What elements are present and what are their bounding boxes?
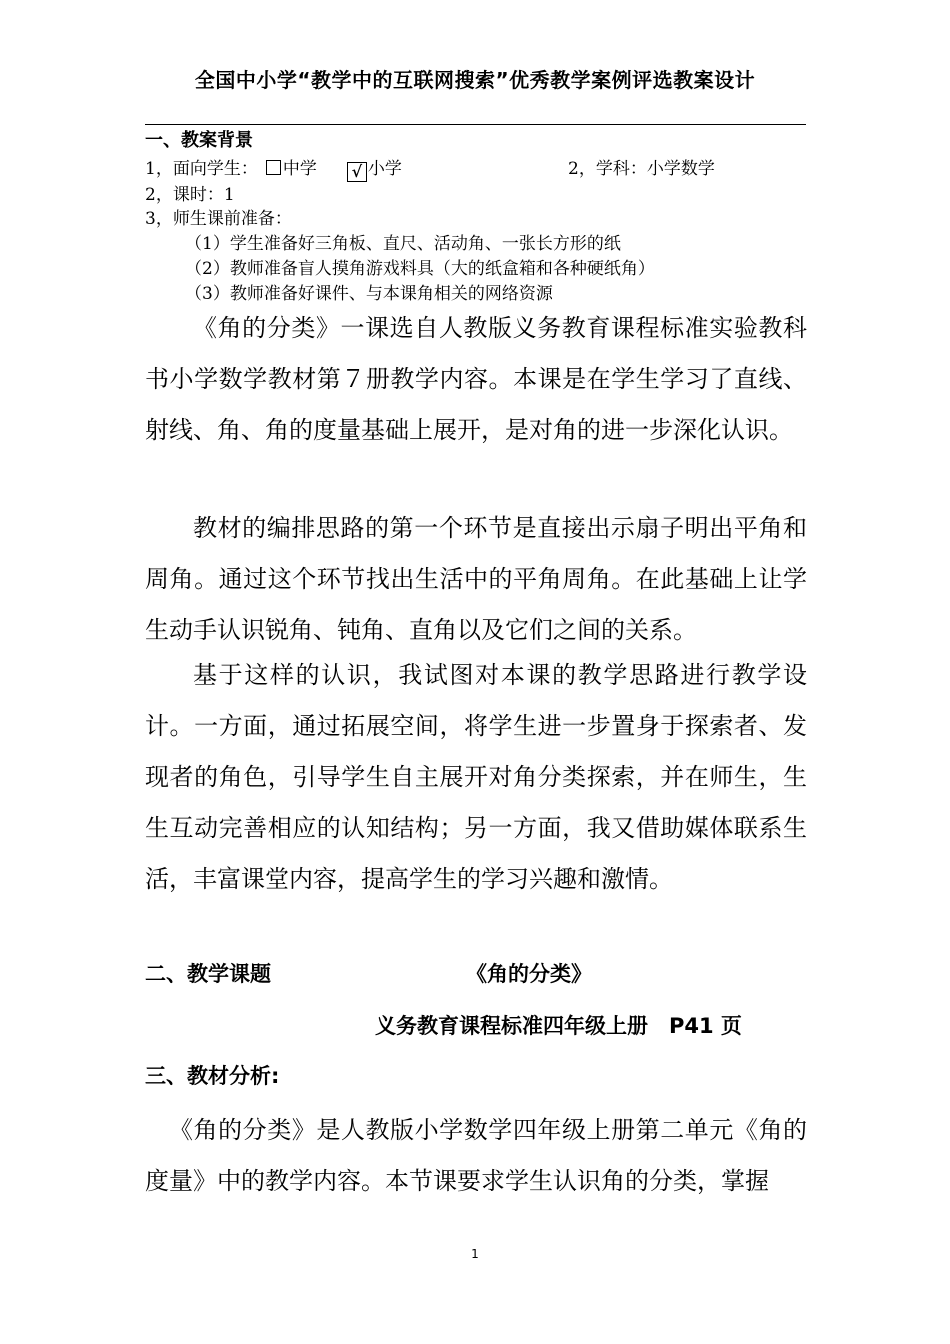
section-3-title: 三、教材分析: xyxy=(145,1064,280,1088)
prep-item-3: （3）教师准备好课件、与本课角相关的网络资源 xyxy=(185,284,553,304)
background-paragraph-1: 《角的分类》一课选自人教版义务教育课程标准实验教科书小学数学教材第７册教学内容。本课是在学生学习了直线、射线、角、角的度量基础上展开，是对角的进一步深化认识。 xyxy=(145,314,807,444)
background-paragraph-2: 教材的编排思路的第一个环节是直接出示扇子明出平角和周角。通过这个环节找出生活中的平角周角。在此基础上让学生动手认识锐角、钝角、直角以及它们之间的关系。 xyxy=(145,514,807,644)
lesson-source: 义务教育课程标准四年级上册 P41 页 xyxy=(375,1014,742,1038)
students-label: 1，面向学生： xyxy=(145,159,258,179)
page-header-title: 全国中小学“教学中的互联网搜索”优秀教学案例评选教案设计 xyxy=(194,68,756,92)
option-primary-school: √ 小学 xyxy=(347,159,402,179)
checkbox-unchecked-icon xyxy=(266,160,281,175)
prep-item-2: （2）教师准备盲人摸角游戏料具（大的纸盒箱和各种硬纸角） xyxy=(185,259,655,279)
section-2-title: 二、教学课题 xyxy=(145,962,271,986)
background-paragraph-3: 基于这样的认识，我试图对本课的教学思路进行教学设计。一方面，通过拓展空间，将学生进一步置身于探索者、发现者的角色，引导学生自主展开对角分类探索，并在师生，生生互动完善相应的认知结构；另一方面，我又借助媒体联系生活，丰富课堂内容，提高学生的学习兴趣和激情。 xyxy=(145,661,807,893)
checkbox-checked-icon: √ xyxy=(347,162,367,182)
lesson-topic: 《角的分类》 xyxy=(466,962,592,986)
header-divider xyxy=(145,124,806,125)
prep-label: 3，师生课前准备： xyxy=(145,209,292,229)
prep-item-1: （1）学生准备好三角板、直尺、活动角、一张长方形的纸 xyxy=(185,234,621,254)
page-number: 1 xyxy=(471,1247,479,1261)
students-row xyxy=(145,154,402,182)
periods-line: 2，课时：1 xyxy=(145,185,235,205)
subject-line: 2，学科：小学数学 xyxy=(568,159,715,179)
analysis-paragraph: 《角的分类》是人教版小学数学四年级上册第二单元《角的度量》中的教学内容。本节课要求学生认识角的分类，掌握 xyxy=(145,1116,807,1195)
option-middle-school: 中学 xyxy=(266,159,317,179)
section-1-title: 一、教案背景 xyxy=(145,130,253,151)
